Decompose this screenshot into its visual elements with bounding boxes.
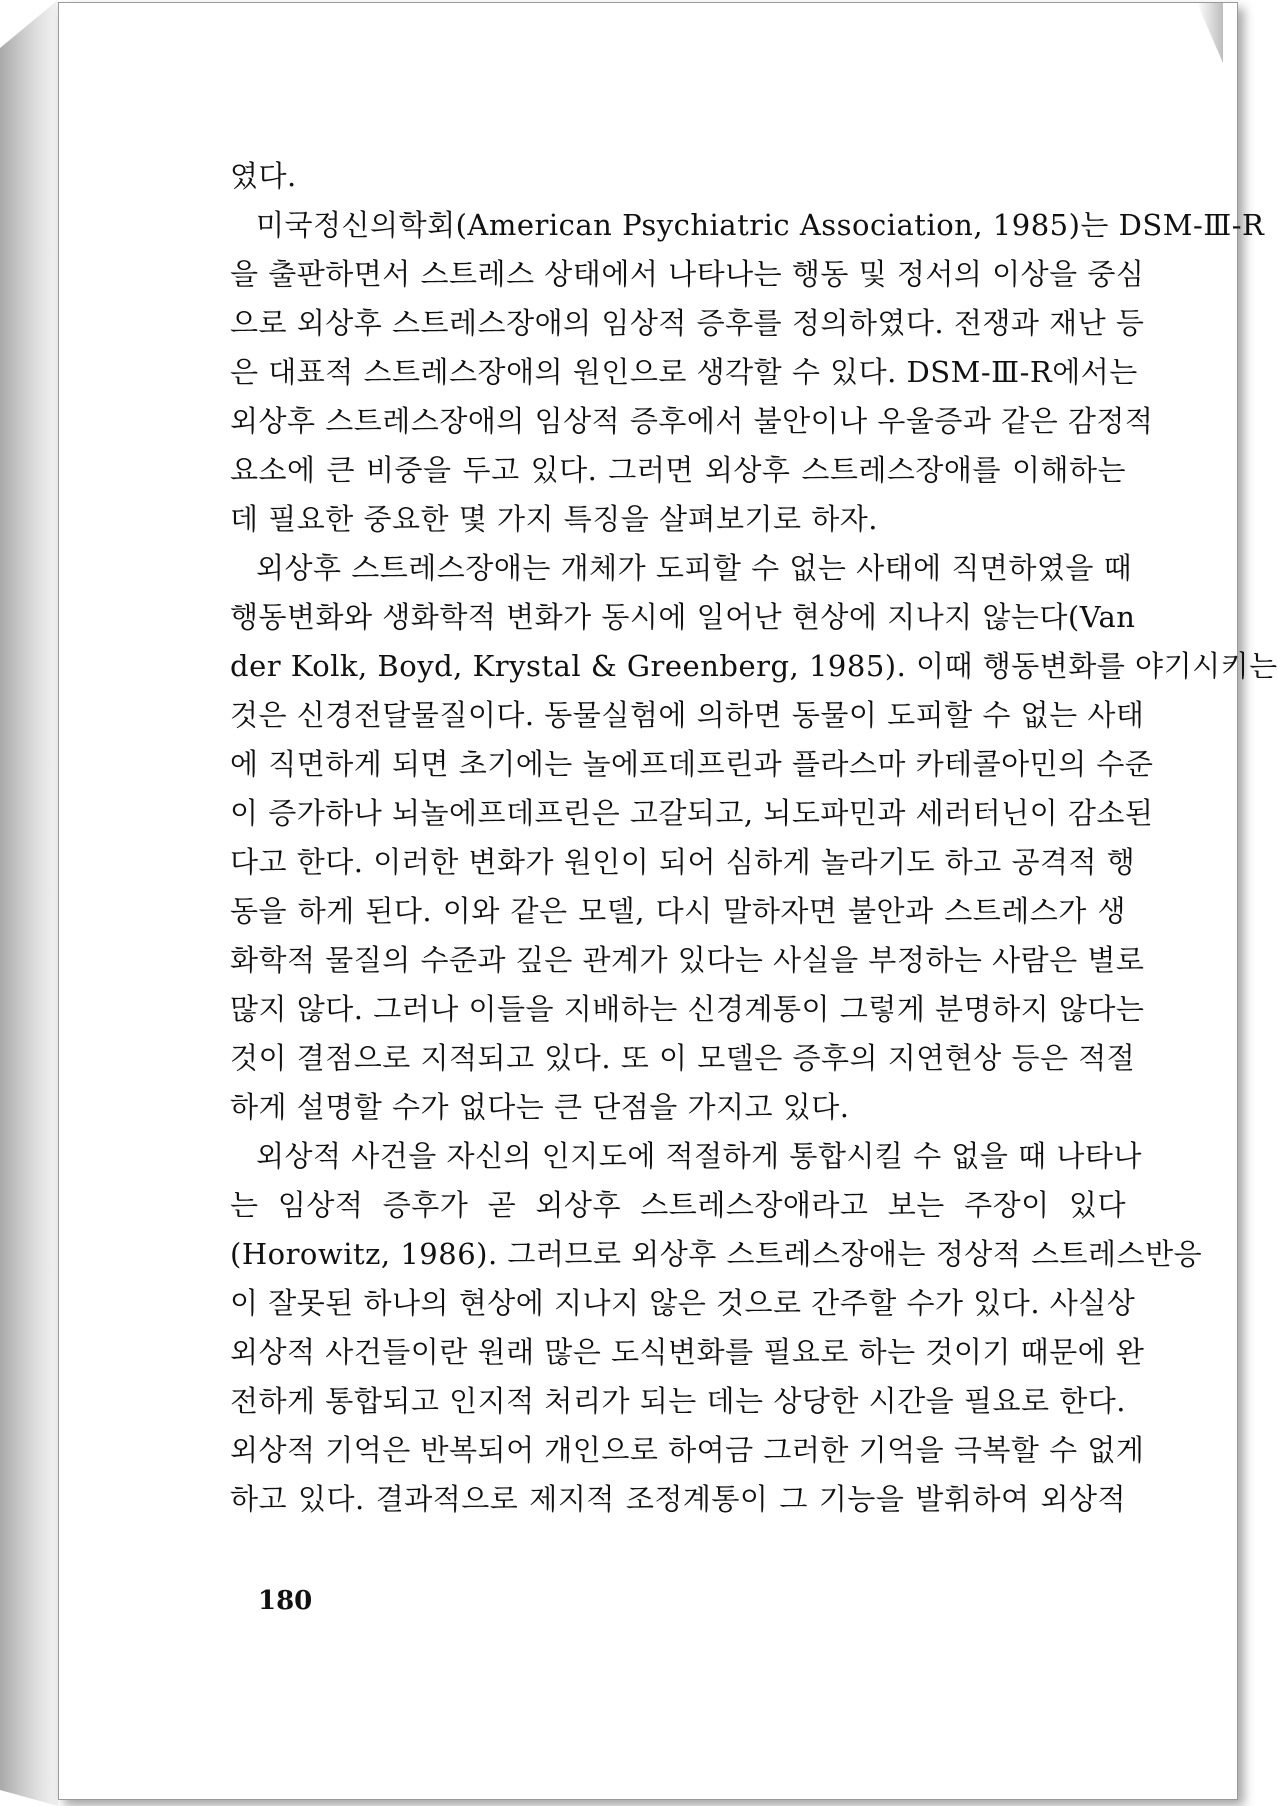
text-line: 하게 설명할 수가 없다는 큰 단점을 가지고 있다. (230, 1090, 850, 1124)
text-line: 동을 하게 된다. 이와 같은 모델, 다시 말하자면 불안과 스트레스가 생 (230, 894, 1126, 928)
text-line: 외상적 사건들이란 원래 많은 도식변화를 필요로 하는 것이기 때문에 완 (230, 1335, 1145, 1369)
text-line: 미국정신의학회(American Psychiatric Association, 1985)는 DSM-Ⅲ-R (256, 208, 1265, 242)
text-line: 이 증가하나 뇌놀에프데프린은 고갈되고, 뇌도파민과 세러터닌이 감소된 (230, 796, 1154, 830)
text-line: 것이 결점으로 지적되고 있다. 또 이 모델은 증후의 지연현상 등은 적절 (230, 1041, 1136, 1075)
text-line: 많지 않다. 그러나 이들을 지배하는 신경계통이 그렇게 분명하지 않다는 (230, 992, 1145, 1026)
text-line: (Horowitz, 1986). 그러므로 외상후 스트레스장애는 정상적 스트레스반응 (230, 1237, 1203, 1271)
text-line: 이 잘못된 하나의 현상에 지나지 않은 것으로 간주할 수가 있다. 사실상 (230, 1286, 1136, 1320)
page-curl (1197, 3, 1223, 63)
text-line: 였다. (230, 159, 297, 193)
text-line: 행동변화와 생화학적 변화가 동시에 일어난 현상에 지나지 않는다(Van (230, 600, 1136, 634)
text-line: 데 필요한 중요한 몇 가지 특징을 살펴보기로 하자. (230, 502, 879, 536)
text-line: 요소에 큰 비중을 두고 있다. 그러면 외상후 스트레스장애를 이해하는 (230, 453, 1126, 487)
text-line: 을 출판하면서 스트레스 상태에서 나타나는 행동 및 정서의 이상을 중심 (230, 257, 1145, 291)
book-spine (0, 0, 58, 1806)
text-line: 는 임상적 증후가 곧 외상후 스트레스장애라고 보는 주장이 있다 (230, 1188, 1126, 1222)
text-line: 외상적 기억은 반복되어 개인으로 하여금 그러한 기억을 극복할 수 없게 (230, 1433, 1145, 1467)
body-text (230, 152, 1278, 1524)
text-line: 전하게 통합되고 인지적 처리가 되는 데는 상당한 시간을 필요로 한다. (230, 1384, 1126, 1418)
text-line: 하고 있다. 결과적으로 제지적 조정계통이 그 기능을 발휘하여 외상적 (230, 1482, 1126, 1516)
text-line: 외상적 사건을 자신의 인지도에 적절하게 통합시킬 수 없을 때 나타나 (256, 1139, 1142, 1173)
text-line: 으로 외상후 스트레스장애의 임상적 증후를 정의하였다. 전쟁과 재난 등 (230, 306, 1145, 340)
text-line: der Kolk, Boyd, Krystal & Greenberg, 1985). 이때 행동변화를 야기시키는 (230, 649, 1278, 683)
text-line: 은 대표적 스트레스장애의 원인으로 생각할 수 있다. DSM-Ⅲ-R에서는 (230, 355, 1138, 389)
text-line: 외상후 스트레스장애는 개체가 도피할 수 없는 사태에 직면하였을 때 (256, 551, 1133, 585)
text-line: 것은 신경전달물질이다. 동물실험에 의하면 동물이 도피할 수 없는 사태 (230, 698, 1145, 732)
text-line: 에 직면하게 되면 초기에는 놀에프데프린과 플라스마 카테콜아민의 수준 (230, 747, 1154, 781)
text-line: 외상후 스트레스장애의 임상적 증후에서 불안이나 우울증과 같은 감정적 (230, 404, 1154, 438)
page-number: 180 (258, 1586, 313, 1616)
text-line: 화학적 물질의 수준과 깊은 관계가 있다는 사실을 부정하는 사람은 별로 (230, 943, 1145, 977)
text-line: 다고 한다. 이러한 변화가 원인이 되어 심하게 놀라기도 하고 공격적 행 (230, 845, 1136, 879)
